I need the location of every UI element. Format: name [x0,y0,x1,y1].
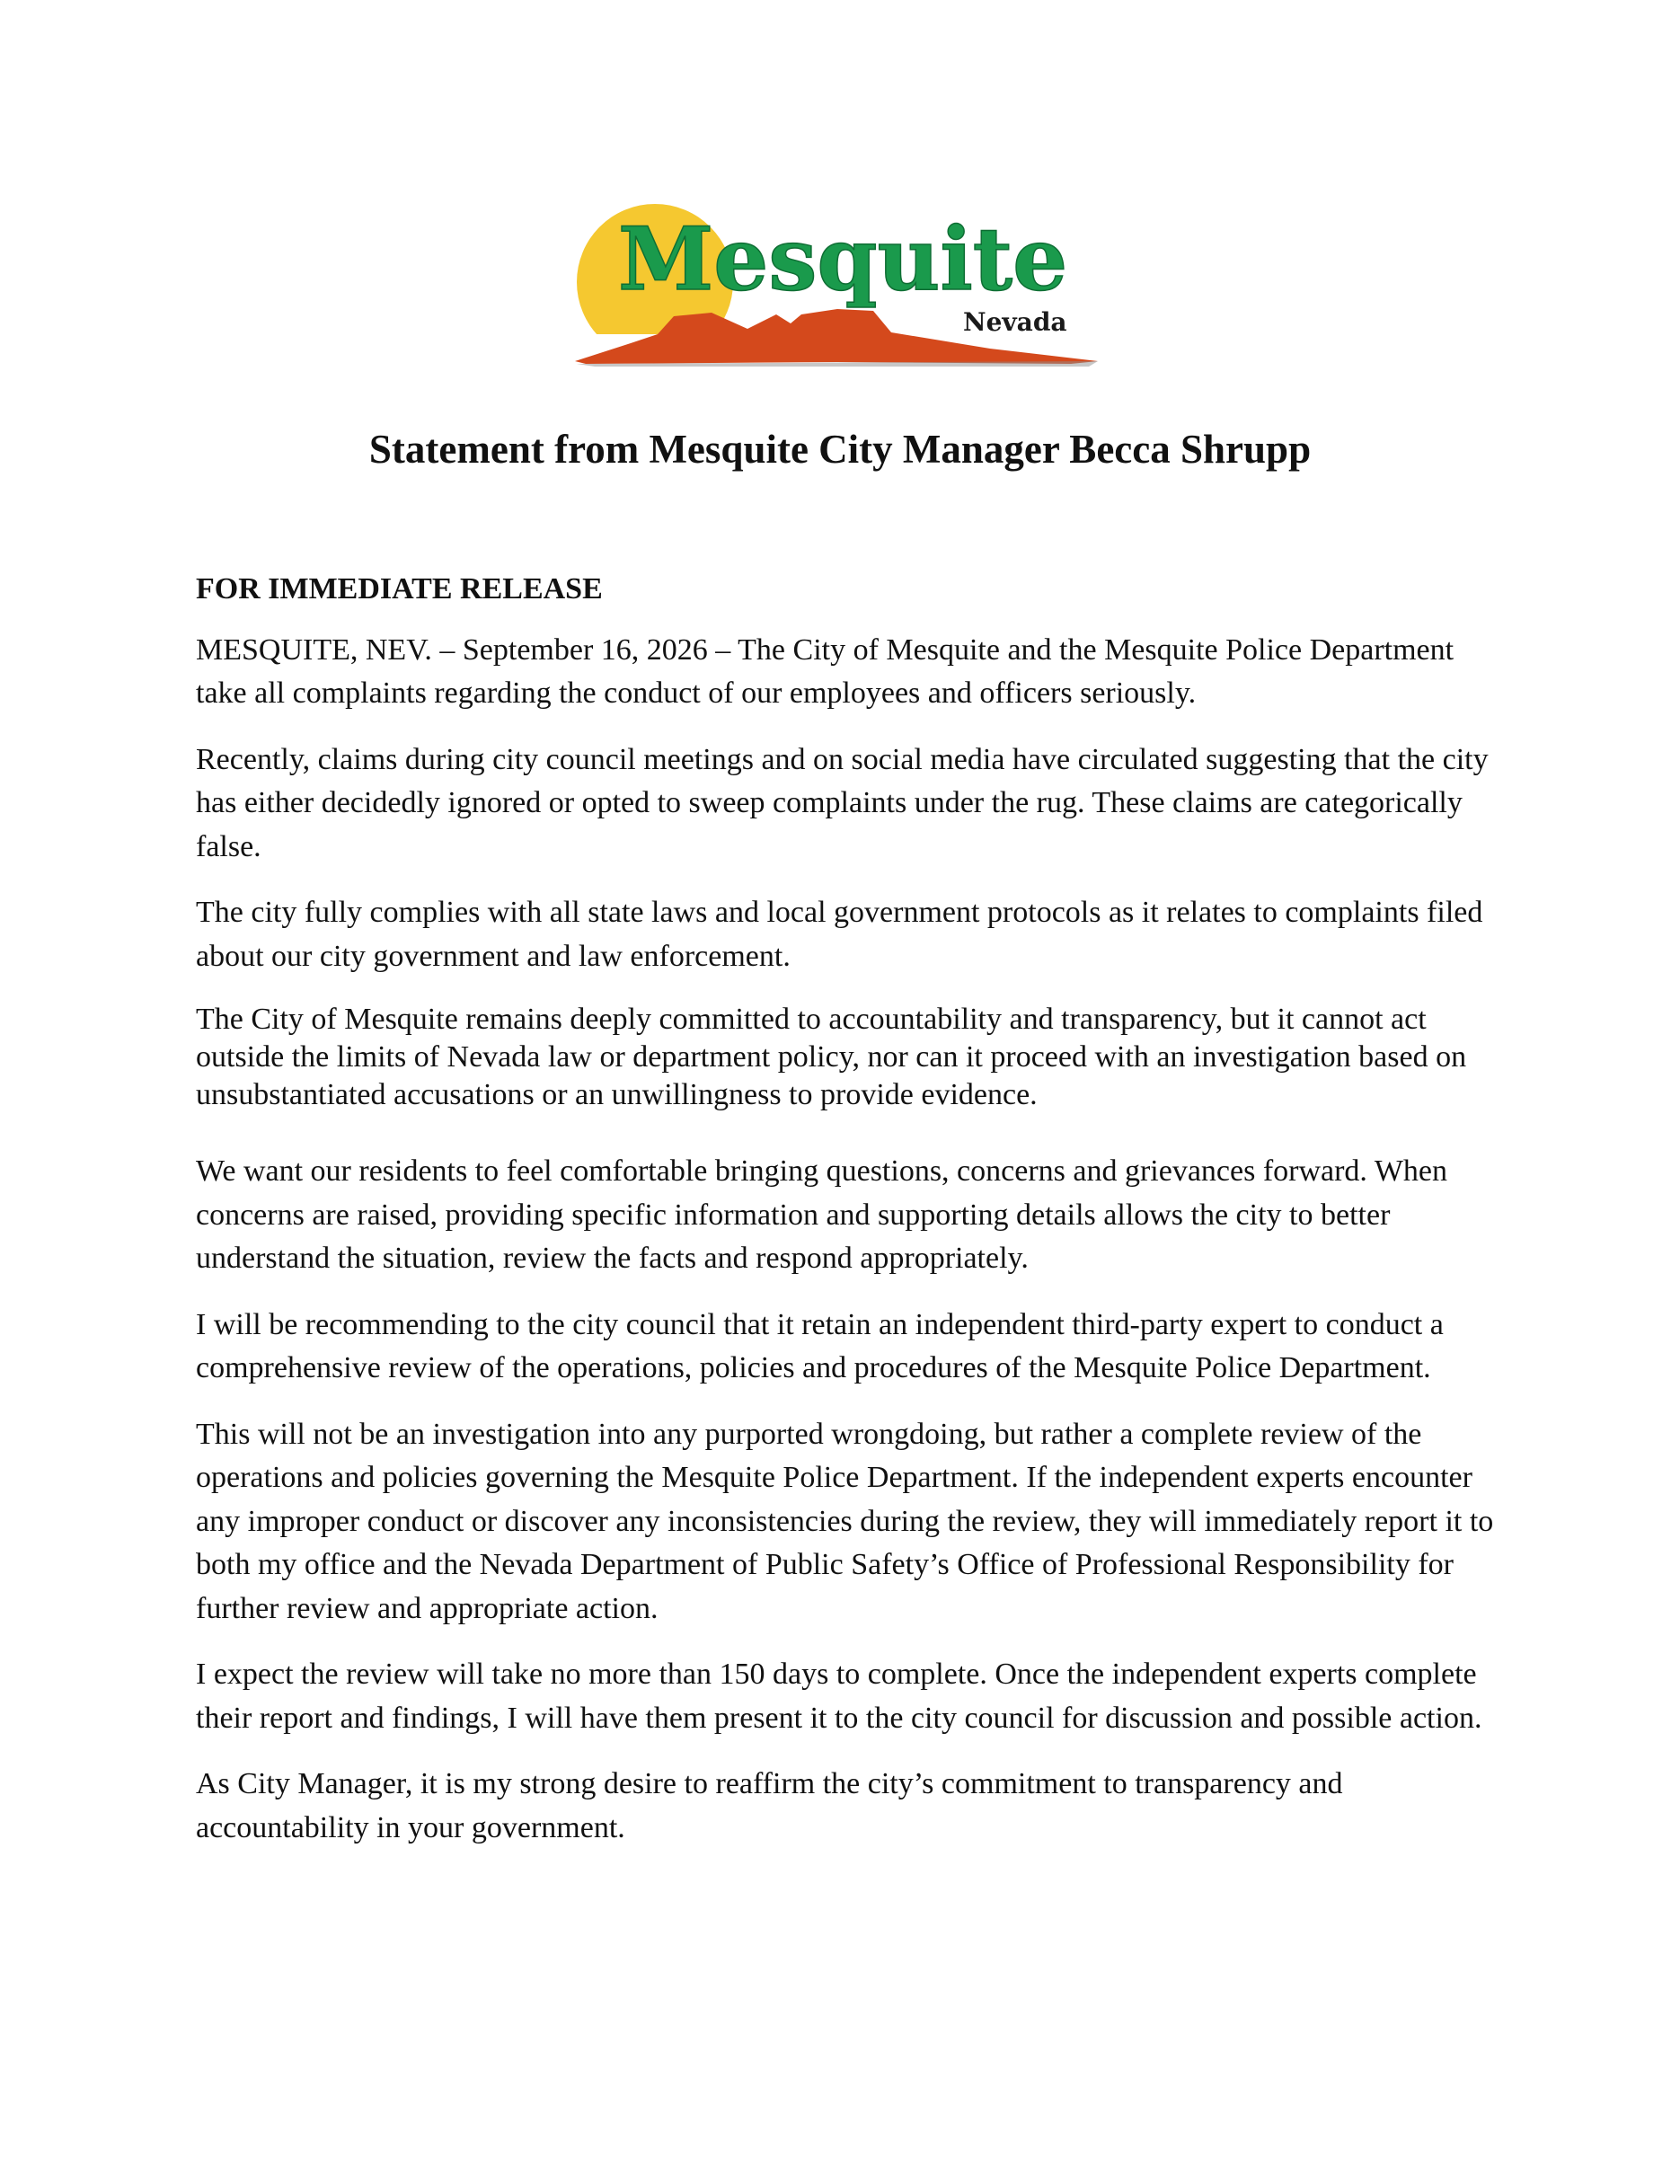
mesquite-logo-graphic [568,199,1107,379]
logo-wordmark: Mesquite [618,208,1068,310]
paragraph-4: The City of Mesquite remains deeply committed to accountability and transparency, but it cannot act outside the limits of Nevada law or department policy, nor can it proceed with an investigation based on unsubstantiated accusations or an unwillingness to provide evidence. [196,1003,1467,1111]
paragraph-9: As City Manager, it is my strong desire to reaffirm the city’s commitment to transparency and accountability in your government. [196,1767,1343,1844]
logo-subtitle: Nevada [963,307,1067,337]
paragraph-2: Recently, claims during city council meetings and on social media have circulated suggesting that the city has either decidedly ignored or opted to sweep complaints under the rug. These claims are categorically false. [196,742,1489,863]
paragraph-7: This will not be an investigation into any purported wrongdoing, but rather a complete review of the operations and policies governing the Mesquite Police Department. If the independent experts encounter any improper conduct or discover any inconsistencies during the review, they will immediately report it to both my office and the Nevada Department of Public Safety’s Office of Professional Responsibility for further review and appropriate action. [196,1417,1494,1625]
statement-body [196,568,1508,1872]
mesquite-logo [568,199,1107,379]
paragraph-1: MESQUITE, NEV. – September 16, 2026 – The City of Mesquite and the Mesquite Police Department take all complaints regarding the conduct of our employees and officers seriously. [196,632,1455,710]
paragraph-5: We want our residents to feel comfortable bringing questions, concerns and grievances forward. When concerns are raised, providing specific information and supporting details allows the city to better understand the situation, review the facts and respond appropriately. [196,1154,1448,1275]
paragraph-6: I will be recommending to the city council that it retain an independent third-party expert to conduct a comprehensive review of the operations, policies and procedures of the Mesquite Police Department. [196,1307,1444,1384]
release-label: FOR IMMEDIATE RELEASE [196,572,603,606]
paragraph-3: The city fully complies with all state laws and local government protocols as it relates to complaints filed about our city government and law enforcement. [196,896,1483,973]
paragraph-8: I expect the review will take no more than 150 days to complete. Once the independent experts complete their report and findings, I will have them present it to the city council for discussion and possible action. [196,1658,1482,1735]
page-title: Statement from Mesquite City Manager Becca Shrupp [368,427,1312,472]
